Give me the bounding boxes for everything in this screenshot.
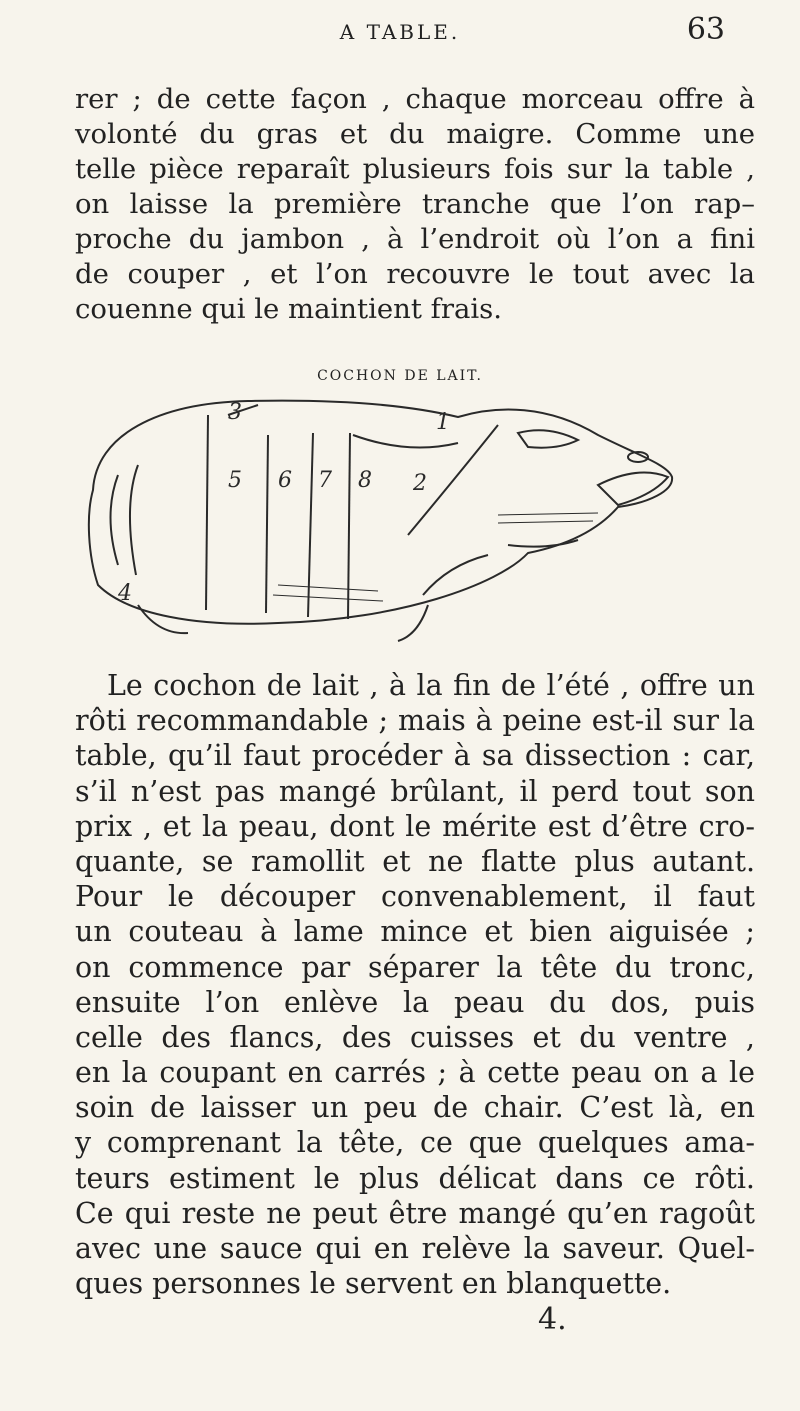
- figure-label: 2: [413, 471, 427, 496]
- text-line: proche du jambon , à l’endroit où l’on a fini: [75, 223, 755, 255]
- page-number: 63: [686, 12, 725, 47]
- figure-label: 8: [358, 468, 372, 493]
- signature-mark: 4.: [538, 1302, 567, 1337]
- text-line: y comprenant la tête, ce que quelques ama-: [75, 1126, 755, 1160]
- text-line: rer ; de cette façon , chaque morceau offre à: [75, 83, 755, 115]
- text-line: celle des flancs, des cuisses et du ventre ,: [75, 1020, 755, 1054]
- figure-label: 5: [228, 468, 242, 493]
- figure-label: 3: [228, 400, 242, 425]
- text-line: couenne qui le maintient frais.: [75, 293, 503, 325]
- text-line: volonté du gras et du maigre. Comme une: [75, 118, 755, 150]
- text-line: ensuite l’on enlève la peau du dos, puis: [75, 985, 755, 1019]
- text-line: en la coupant en carrés ; à cette peau on a le: [75, 1056, 755, 1090]
- text-line: Ce qui reste ne peut être mangé qu’en ragoût: [75, 1196, 755, 1230]
- text-line: ques personnes le servent en blanquette.: [75, 1267, 672, 1301]
- figure-label: 7: [318, 468, 332, 493]
- paragraph-carving-ham-end: [75, 82, 755, 327]
- text-line: Le cochon de lait , à la fin de l’été , offre un: [107, 669, 755, 702]
- paragraph-cochon-de-lait: [75, 668, 755, 1301]
- text-line: prix , et la peau, dont le mérite est d’être cro-: [75, 809, 755, 843]
- text-line: telle pièce reparaît plusieurs fois sur la table ,: [75, 153, 755, 185]
- suckling-pig-illustration: [78, 395, 678, 645]
- figure-label: 4: [118, 581, 132, 606]
- text-line: un couteau à lame mince et bien aiguisée ;: [75, 915, 755, 949]
- text-line: Pour le découper convenablement, il faut: [75, 880, 755, 914]
- figure-label: 6: [278, 468, 292, 493]
- text-line: s’il n’est pas mangé brûlant, il perd tout son: [75, 774, 755, 808]
- text-line: quante, se ramollit et ne flatte plus autant.: [75, 844, 755, 878]
- text-line: rôti recommandable ; mais à peine est-il sur la: [75, 704, 755, 738]
- text-line: table, qu’il faut procéder à sa dissection : car,: [75, 739, 755, 773]
- text-line: on laisse la première tranche que l’on rap–: [75, 188, 755, 220]
- text-line: on commence par séparer la tête du tronc,: [75, 950, 755, 984]
- figure-label: 1: [436, 410, 450, 435]
- text-line: teurs estiment le plus délicat dans ce rôti.: [75, 1161, 755, 1195]
- running-title: A TABLE.: [339, 20, 461, 44]
- text-line: avec une sauce qui en relève la saveur. Quel-: [75, 1232, 755, 1265]
- running-head: [0, 8, 800, 48]
- text-line: de couper , et l’on recouvre le tout avec la: [75, 258, 755, 290]
- text-line: soin de laisser un peu de chair. C’est là, en: [75, 1091, 755, 1125]
- figure-caption: COCHON DE LAIT.: [317, 368, 483, 384]
